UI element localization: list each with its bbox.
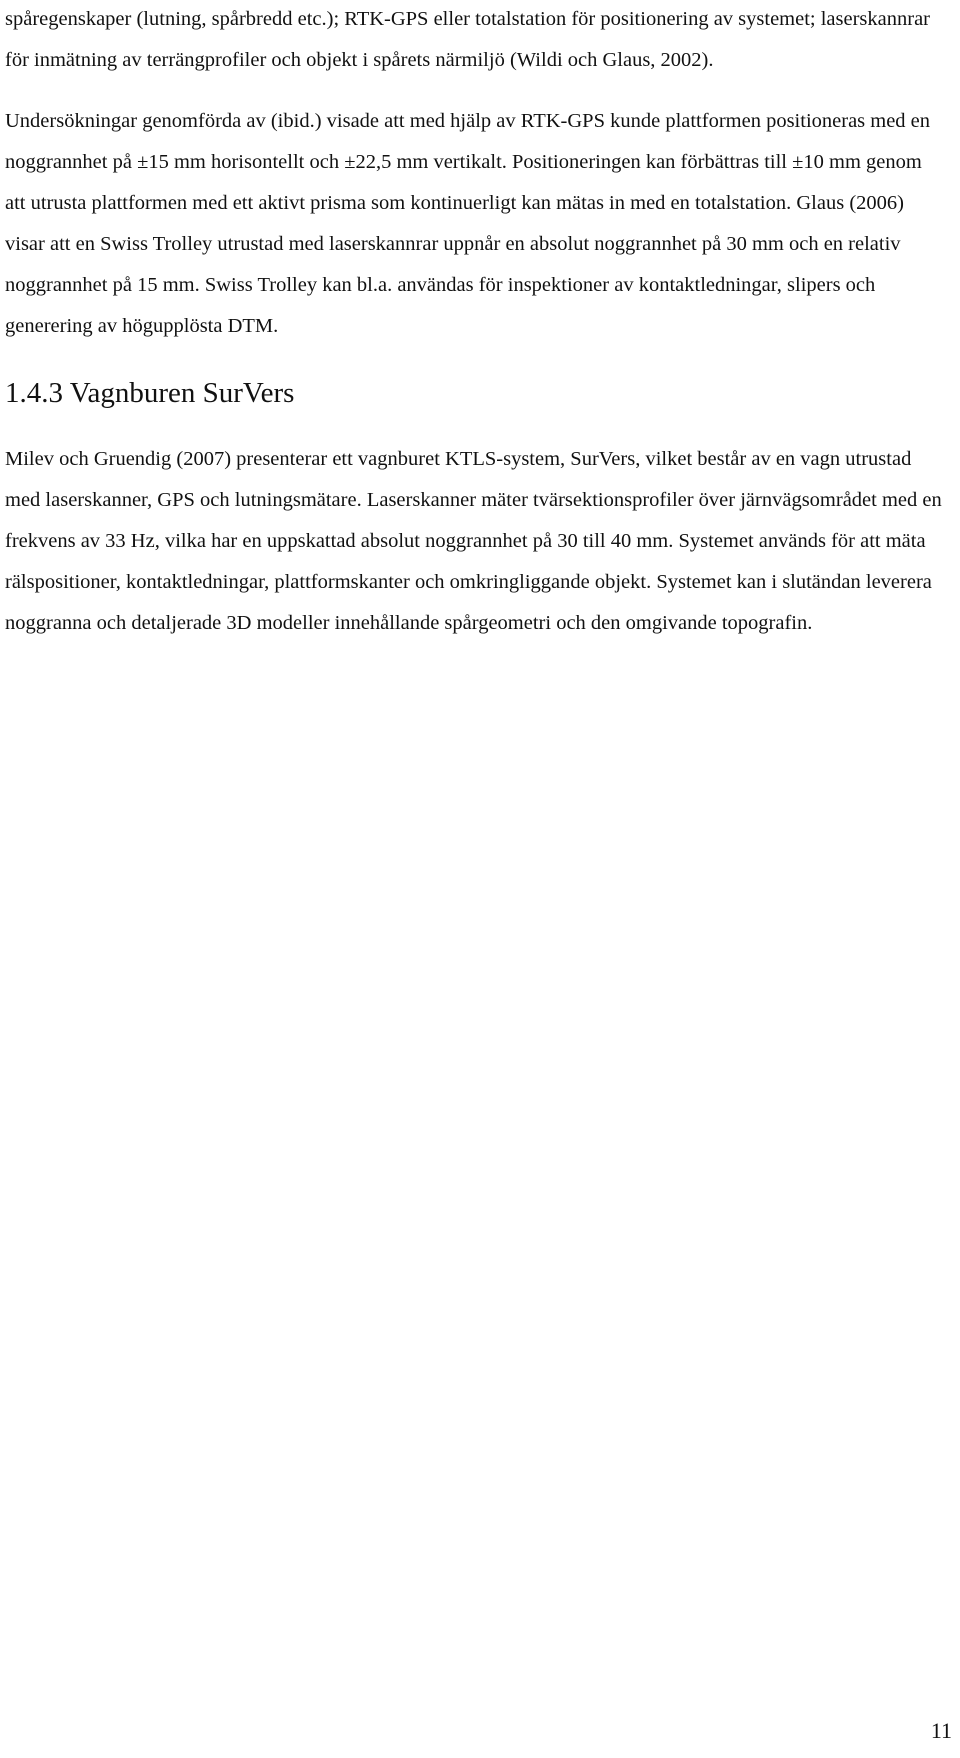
document-body	[5, 0, 945, 644]
paragraph-survers: Milev och Gruendig (2007) presenterar ett vagnburet KTLS-system, SurVers, vilket består av en vagn utrustad med laserskanner, GPS och lutningsmätare. Laserskanner mäter tvärsektionsprofiler över järnvägsområdet med en frekvens av 33 Hz, vilka har en uppskattad absolut noggrannhet på 30 till 40 mm. Systemet används för att mäta rälspositioner, kontaktledningar, plattformskanter och omkringliggande objekt. Systemet kan i slutändan leverera noggranna och detaljerade 3D modeller innehållande spårgeometri och den omgivande topografin.	[5, 448, 942, 634]
paragraph-rtk-gps-results: Undersökningar genomförda av (ibid.) visade att med hjälp av RTK-GPS kunde plattformen positioneras med en noggrannhet på ±15 mm horisontellt och ±22,5 mm vertikalt. Positioneringen kan förbättras till ±10 mm genom att utrusta plattformen med ett aktivt prisma som kontinuerligt kan mätas in med en totalstation. Glaus (2006) visar att en Swiss Trolley utrustad med laserskannrar uppnår en absolut noggrannhet på 30 mm och en relativ noggrannhet på 15 mm. Swiss Trolley kan bl.a. användas för inspektioner av kontaktledningar, slipers och generering av högupplösta DTM.	[5, 110, 931, 337]
section-heading: 1.4.3 Vagnburen SurVers	[5, 377, 295, 409]
page-number: 11	[930, 1718, 952, 1743]
paragraph-intro-continued: spåregenskaper (lutning, spårbredd etc.); RTK-GPS eller totalstation för positionering av systemet; laserskannrar för inmätning av terrängprofiler och objekt i spårets närmiljö (Wildi och Glaus, 2002).	[5, 8, 931, 71]
